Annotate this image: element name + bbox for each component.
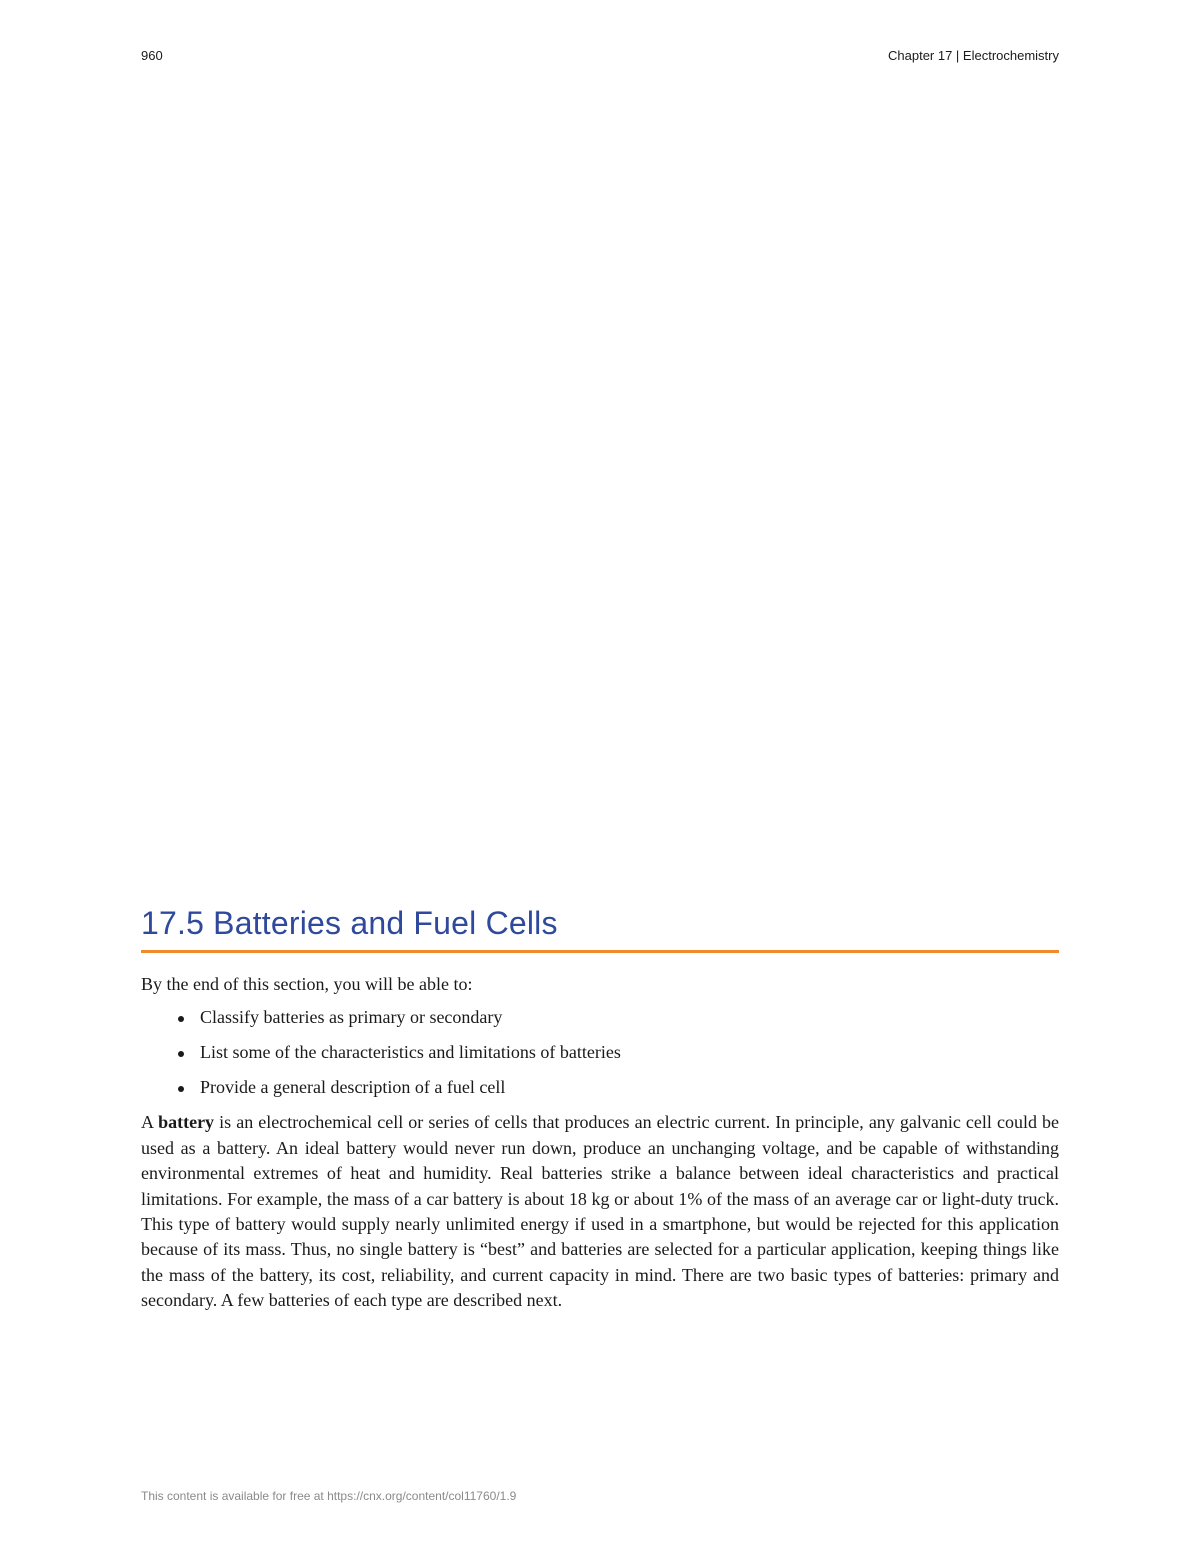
objective-text: Classify batteries as primary or secondary [200, 1007, 503, 1028]
title-rule [141, 950, 1059, 953]
list-item [141, 1005, 1059, 1030]
footer-note: This content is available for free at https://cnx.org/content/col11760/1.9 [141, 1489, 517, 1503]
page-number: 960 [141, 48, 163, 63]
list-item [141, 1040, 1059, 1065]
list-item [141, 1075, 1059, 1100]
bullet-icon [178, 1086, 184, 1092]
body-paragraph [141, 1110, 1059, 1313]
objective-text: List some of the characteristics and limitations of batteries [200, 1042, 621, 1063]
section-title: 17.5 Batteries and Fuel Cells [141, 905, 558, 941]
key-term: battery [158, 1112, 215, 1133]
objectives-intro: By the end of this section, you will be able to: [141, 974, 473, 994]
paragraph-text: is an electrochemical cell or series of cells that produces an electric current. In principle, any galvanic cell could be used as a battery. An ideal battery would never run down, produce an unchanging voltage, and be capable of withstanding environmental extremes of heat and humidity. Real batteries strike a balance between ideal characteristics and practical limitations. For example, the mass of a car battery is about 18 kg or about 1% of the mass of an average car or light-duty truck. This type of battery would supply nearly unlimited energy if used in a smartphone, but would be rejected for this application because of its mass. Thus, no single battery is “best” and batteries are selected for a particular application, keeping things like the mass of the battery, its cost, reliability, and current capacity in mind. There are two basic types of batteries: primary and secondary. A few batteries of each type are described next. [141, 1112, 1059, 1311]
paragraph-lead: A [141, 1112, 159, 1133]
objectives-list [141, 1005, 1059, 1100]
running-header: Chapter 17 | Electrochemistry [888, 48, 1059, 63]
objective-text: Provide a general description of a fuel cell [200, 1077, 506, 1098]
bullet-icon [178, 1051, 184, 1057]
bullet-icon [178, 1016, 184, 1022]
section-content [141, 972, 1059, 1314]
